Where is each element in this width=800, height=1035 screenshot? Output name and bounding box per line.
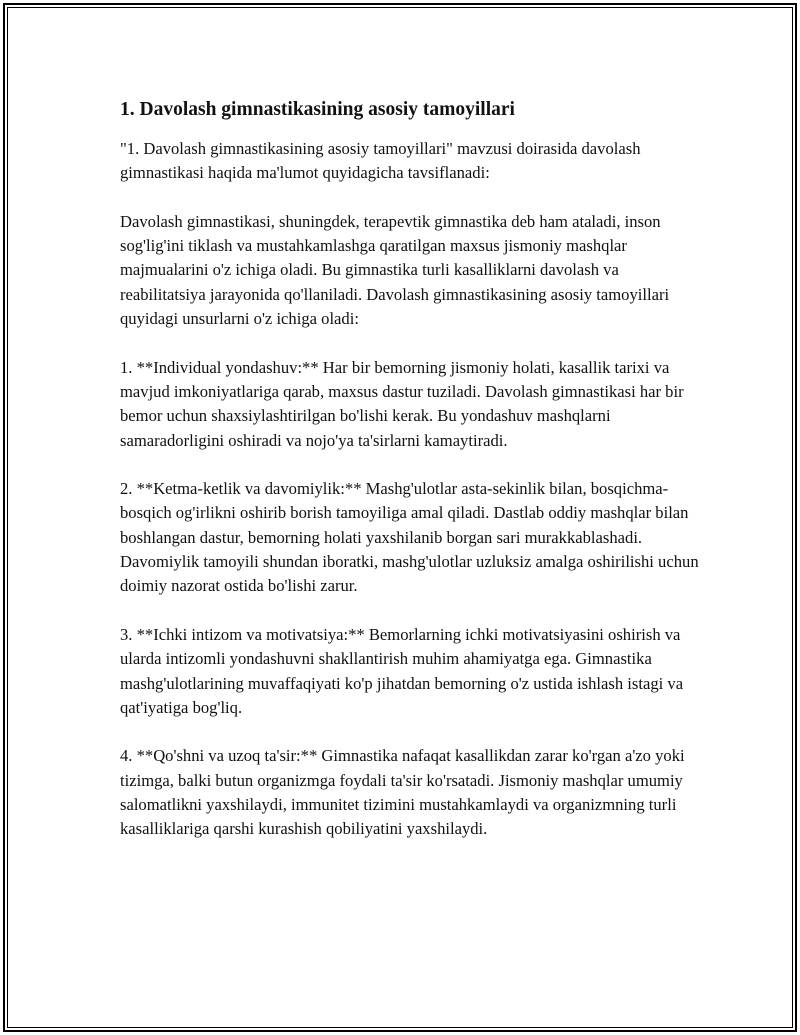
principle-effect-paragraph: 4. **Qo'shni va uzoq ta'sir:** Gimnastika nafaqat kasallikdan zarar ko'rgan a'zo yoki tizimga, balki butun organizmga foydali ta'sir ko'rsatadi. Jismoniy mashqlar umumiy salomatlikni yaxshilaydi, immunitet tizimini mustahkamlaydi va organizmning turli kasalliklariga qarshi kurashish qobiliyatini yaxshilaydi. [120,746,685,839]
document-body [120,95,700,842]
definition-paragraph: Davolash gimnastikasi, shuningdek, terapevtik gimnastika deb ham ataladi, inson sog'lig'ini tiklash va mustahkamlashga qaratilgan maxsus jismoniy mashqlar majmualarini o'z ichiga oladi. Bu gimnastika turli kasalliklarni davolash va reabilitatsiya jarayonida qo'llaniladi. Davolash gimnastikasining asosiy tamoyillari quyidagi unsurlarni o'z ichiga oladi: [120,211,670,329]
principle-motivation-paragraph: 3. **Ichki intizom va motivatsiya:** Bemorlarning ichki motivatsiyasini oshirish va ularda intizomli yondashuvni shakllantirish muhim ahamiyatga ega. Gimnastika mashg'ulotlarining muvaffaqiyati ko'p jihatdan bemorning o'z ustida ishlash istagi va qat'iyatiga bog'liq. [120,624,684,717]
document-heading: 1. Davolash gimnastikasining asosiy tamoyillari [120,99,515,120]
page-border [3,3,797,1032]
principle-individual-paragraph: 1. **Individual yondashuv:** Har bir bemorning jismoniy holati, kasallik tarixi va mavjud imkoniyatlariga qarab, maxsus dastur tuziladi. Davolash gimnastikasi har bir bemor uchun shaxsiylashtirilgan bo'lishi kerak. Bu yondashuv mashqlarni samaradorligini oshiradi va nojo'ya ta'sirlarni kamaytiradi. [120,357,684,450]
intro-paragraph: "1. Davolash gimnastikasining asosiy tamoyillari" mavzusi doirasida davolash gimnastikasi haqida ma'lumot quyidagicha tavsiflanadi: [120,139,641,183]
principle-sequence-paragraph: 2. **Ketma-ketlik va davomiylik:** Mashg'ulotlar asta-sekinlik bilan, bosqichma-bosqich og'irlikni oshirib borish tamoyiliga amal qiladi. Dastlab oddiy mashqlar bilan boshlangan dastur, bemorning holati yaxshilanib borgan sari murakkablashadi. Davomiylik tamoyili shundan iboratki, mashg'ulotlar uzluksiz amalga oshirilishi uchun doimiy nazorat ostida bo'lishi zarur. [120,479,699,596]
